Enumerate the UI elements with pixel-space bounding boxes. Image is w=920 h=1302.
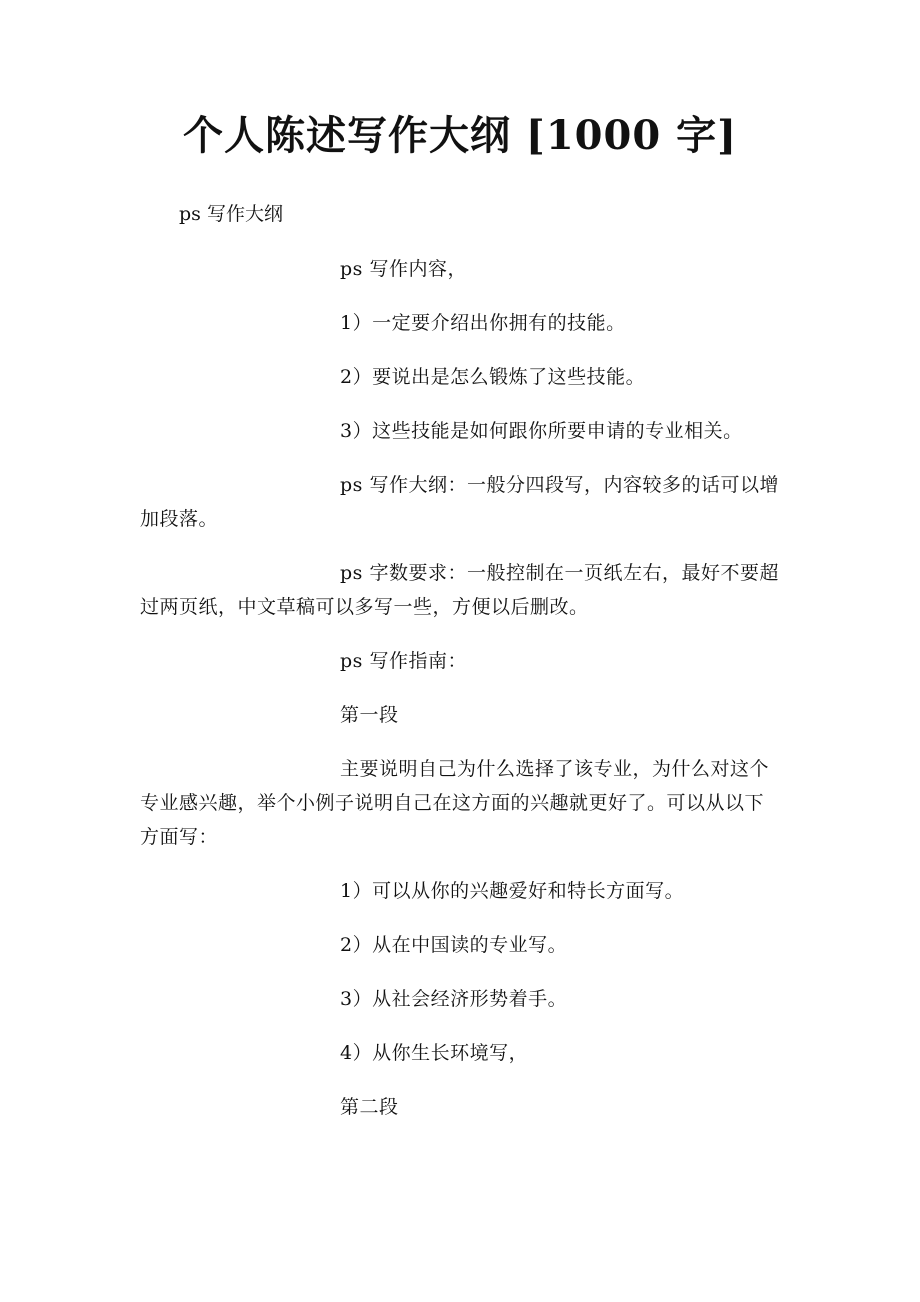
paragraph: ps 写作内容， xyxy=(340,258,467,280)
paragraph: 2）从在中国读的专业写。 xyxy=(340,934,568,956)
paragraph: 3）从社会经济形势着手。 xyxy=(340,988,568,1010)
document-title: 个人陈述写作大纲 [1000 字] xyxy=(182,112,738,159)
paragraph: ps 写作大纲：一般分四段写，内容较多的话可以增加段落。 xyxy=(140,474,779,530)
paragraph: 1）可以从你的兴趣爱好和特长方面写。 xyxy=(340,880,685,902)
paragraph: 3）这些技能是如何跟你所要申请的专业相关。 xyxy=(340,420,743,442)
paragraph: 主要说明自己为什么选择了该专业，为什么对这个专业感兴趣，举个小例子说明自己在这方面的兴趣就更好了。可以从以下方面写： xyxy=(140,758,770,848)
paragraph: 1）一定要介绍出你拥有的技能。 xyxy=(340,312,626,334)
document-body xyxy=(140,252,782,1144)
paragraph: 2）要说出是怎么锻炼了这些技能。 xyxy=(340,366,646,388)
section-heading: 第一段 xyxy=(340,704,399,726)
document-subtitle: ps 写作大纲 xyxy=(179,203,283,225)
paragraph: 4）从你生长环境写， xyxy=(340,1042,529,1064)
paragraph: ps 写作指南： xyxy=(340,650,467,672)
paragraph: ps 字数要求：一般控制在一页纸左右，最好不要超过两页纸，中文草稿可以多写一些，方便以后删改。 xyxy=(140,562,779,618)
section-heading: 第二段 xyxy=(340,1096,399,1118)
